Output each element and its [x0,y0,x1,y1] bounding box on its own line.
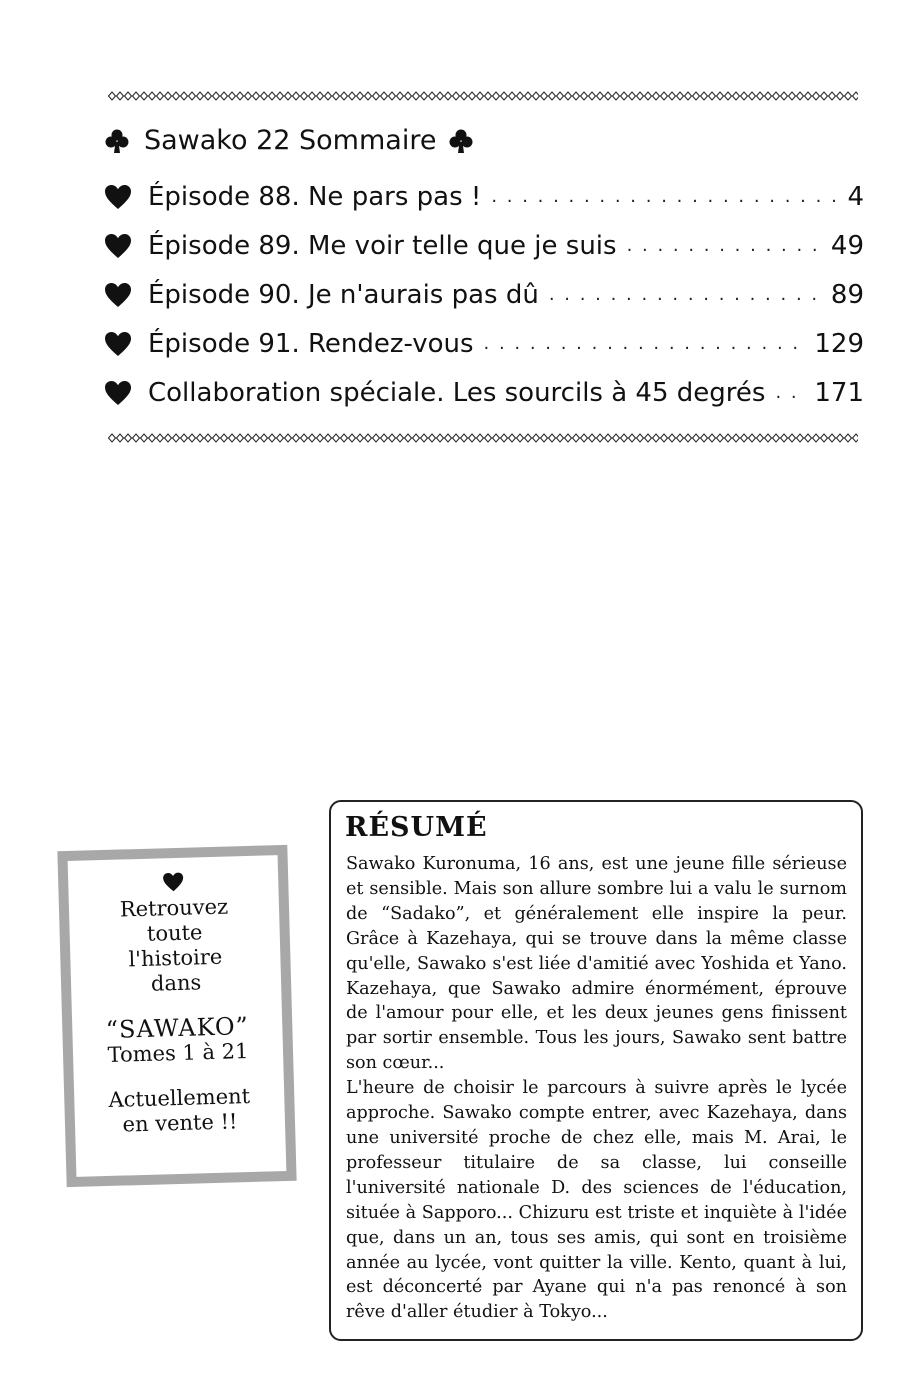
leader-dots [491,182,841,212]
bottom-ornament-border [108,432,858,444]
promo-line: l'histoire [128,944,223,972]
toc-entry-title: Épisode 89. Me voir telle que je suis [148,230,617,261]
toc-entry-page: 49 [830,230,864,261]
club-icon [448,128,474,154]
promo-volumes: Tomes 1 à 21 [107,1039,249,1067]
promo-line: en vente !! [122,1109,238,1137]
heart-icon [104,233,132,259]
toc-list [104,172,864,417]
top-ornament-border [108,90,858,102]
toc-entry-title: Collaboration spéciale. Les sourcils à 45 degrés [148,377,766,408]
table-of-contents [104,118,864,417]
toc-entry-page: 171 [814,377,864,408]
heart-icon [104,184,132,210]
resume-box [329,800,863,1341]
resume-paragraph: L'heure de choisir le parcours à suivre après le lycée approche. Sawako compte entrer, avec Kazehaya, dans une université proche de chez elle, mais M. Arai, le professeur titulaire de sa classe, lui conseille l'université nationale D. des sciences de l'éducation, située à Sapporo... Chizuru est triste et inquiète à l'idée que, dans un an, tous ses amis, qui sont en troisième année au lycée, vont quitter la ville. Kento, quant à lui, est déconcerté par Ayane qui n'a pas renoncé à son rêve d'aller étudier à Tokyo... [346,1078,847,1323]
heart-icon [104,380,132,406]
leader-dots [484,329,809,359]
toc-heading [104,118,864,164]
resume-heading: RÉSUMÉ [345,812,488,843]
promo-line: Actuellement [108,1083,251,1112]
toc-entry-title: Épisode 90. Je n'aurais pas dû [148,279,539,310]
heart-icon [162,872,185,893]
promo-content [68,869,285,1139]
heart-icon [104,282,132,308]
promo-line: Retrouvez [119,894,229,922]
toc-entry-page: 89 [830,279,864,310]
promo-series-title: “SAWAKO” [105,1012,250,1044]
resume-body [346,852,847,1325]
toc-entry-page: 129 [814,328,864,359]
club-icon [104,128,130,154]
toc-entry-collaboration [104,368,864,417]
toc-entry-page: 4 [847,181,864,212]
toc-entry-episode-91 [104,319,864,368]
toc-entry-episode-90 [104,270,864,319]
leader-dots [775,378,808,408]
toc-entry-title: Épisode 91. Rendez-vous [148,328,474,359]
leader-dots [549,280,825,310]
series-promo-box [57,845,296,1187]
leader-dots [627,231,825,261]
promo-line: toute [146,920,203,946]
resume-paragraph: Sawako Kuronuma, 16 ans, est une jeune fille sérieuse et sensible. Mais son allure sombre lui a valu le surnom de “Sadako”, et généralement elle inspire la peur. Grâce à Kazehaya, qui se trouve dans la même classe qu'elle, Sawako s'est liée d'amitié avec Yoshida et Yano. Kazehaya, que Sawako admire énormément, éprouve de l'amour pour elle, et les deux jeunes gens finissent par sortir ensemble. Tous les jours, Sawako sent battre son cœur... [346,854,847,1074]
toc-entry-title: Épisode 88. Ne pars pas ! [148,181,482,212]
heart-icon [104,331,132,357]
toc-entry-episode-89 [104,221,864,270]
promo-line: dans [150,970,202,996]
toc-entry-episode-88 [104,172,864,221]
toc-title: Sawako 22 Sommaire [144,125,437,156]
